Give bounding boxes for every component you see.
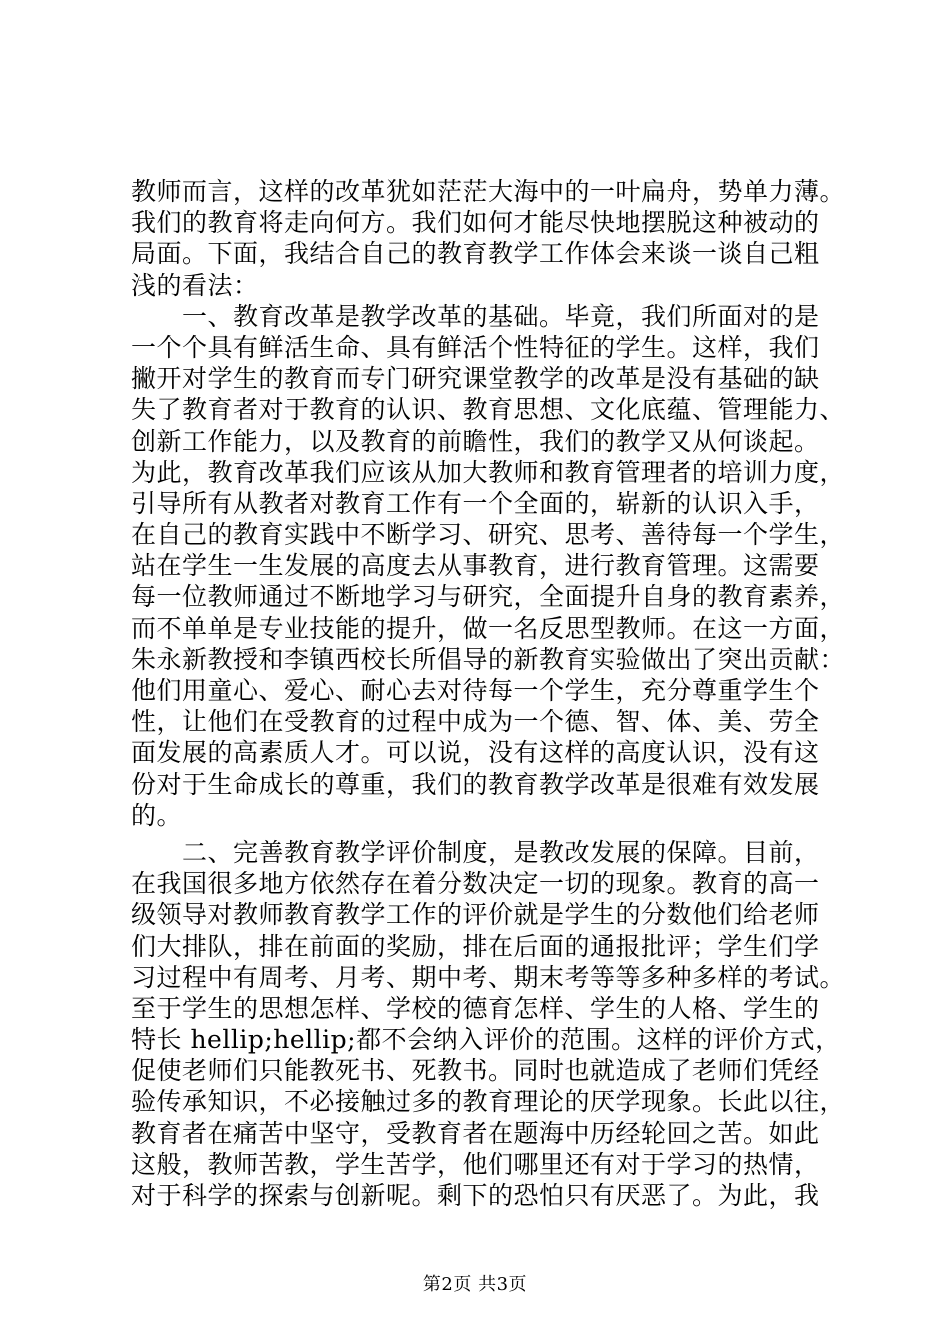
text-line: 促使老师们只能教死书、死教书。同时也就造成了老师们凭经	[131, 1056, 820, 1086]
text-line: 创新工作能力，以及教育的前瞻性，我们的教学又从何谈起。	[131, 426, 820, 456]
body-text	[131, 176, 846, 1211]
text-line: 对于科学的探索与创新呢。剩下的恐怕只有厌恶了。为此，我	[131, 1181, 820, 1210]
text-line: 二、完善教育教学评价制度，是教改发展的保障。目前，	[131, 837, 820, 867]
text-line: 在我国很多地方依然存在着分数决定一切的现象。教育的高一	[131, 869, 820, 899]
text-line: 浅的看法：	[131, 270, 259, 300]
text-line: 级领导对教师教育教学工作的评价就是学生的分数他们给老师	[131, 900, 820, 930]
text-line: 站在学生一生发展的高度去从事教育，进行教育管理。这需要	[131, 551, 820, 581]
text-line: 一个个具有鲜活生命、具有鲜活个性特征的学生。这样，我们	[131, 332, 820, 362]
text-line: 而不单单是专业技能的提升，做一名反思型教师。在这一方面，	[131, 613, 846, 643]
text-line: 他们用童心、爱心、耐心去对待每一个学生，充分尊重学生个	[131, 676, 820, 705]
text-line: 习过程中有周考、月考、期中考、期末考等等多种多样的考试。	[131, 962, 846, 992]
text-line: 面发展的高素质人才。可以说，没有这样的高度认识，没有这	[131, 738, 820, 768]
text-line: 验传承知识，不必接触过多的教育理论的厌学现象。长此以往，	[131, 1087, 846, 1117]
text-line: 我们的教育将走向何方。我们如何才能尽快地摆脱这种被动的	[131, 208, 820, 238]
page-footer: 第2页 共3页	[422, 1274, 528, 1295]
text-line: 失了教育者对于教育的认识、教育思想、文化底蕴、管理能力、	[131, 395, 846, 425]
text-line: 的。	[131, 800, 183, 830]
text-line: 们大排队，排在前面的奖励，排在后面的通报批评；学生们学	[131, 931, 820, 961]
text-line: 教师而言，这样的改革犹如茫茫大海中的一叶扁舟，势单力薄。	[131, 177, 846, 206]
text-line: 性，让他们在受教育的过程中成为一个德、智、体、美、劳全	[131, 707, 820, 737]
text-line: 局面。下面，我结合自己的教育教学工作体会来谈一谈自己粗	[131, 239, 820, 269]
text-line: 为此，教育改革我们应该从加大教师和教育管理者的培训力度，	[131, 457, 846, 487]
text-line: 在自己的教育实践中不断学习、研究、思考、善待每一个学生，	[131, 520, 846, 550]
text-line: 每一位教师通过不断地学习与研究，全面提升自身的教育素养，	[131, 582, 846, 612]
text-line: 撇开对学生的教育而专门研究课堂教学的改革是没有基础的缺	[131, 364, 820, 394]
text-line: 一、教育改革是教学改革的基础。毕竟，我们所面对的是	[131, 301, 820, 331]
text-line: 这般，教师苦教，学生苦学，他们哪里还有对于学习的热情，	[131, 1149, 820, 1179]
text-line: 朱永新教授和李镇西校长所倡导的新教育实验做出了突出贡献：	[131, 644, 846, 674]
text-line: 特长 hellip;hellip;都不会纳入评价的范围。这样的评价方式，	[131, 1025, 841, 1055]
text-line: 引导所有从教者对教育工作有一个全面的，崭新的认识入手，	[131, 488, 820, 518]
text-line: 教育者在痛苦中坚守，受教育者在题海中历经轮回之苦。如此	[131, 1118, 820, 1148]
text-line: 份对于生命成长的尊重，我们的教育教学改革是很难有效发展	[131, 769, 820, 799]
text-line: 至于学生的思想怎样、学校的德育怎样、学生的人格、学生的	[131, 993, 820, 1023]
